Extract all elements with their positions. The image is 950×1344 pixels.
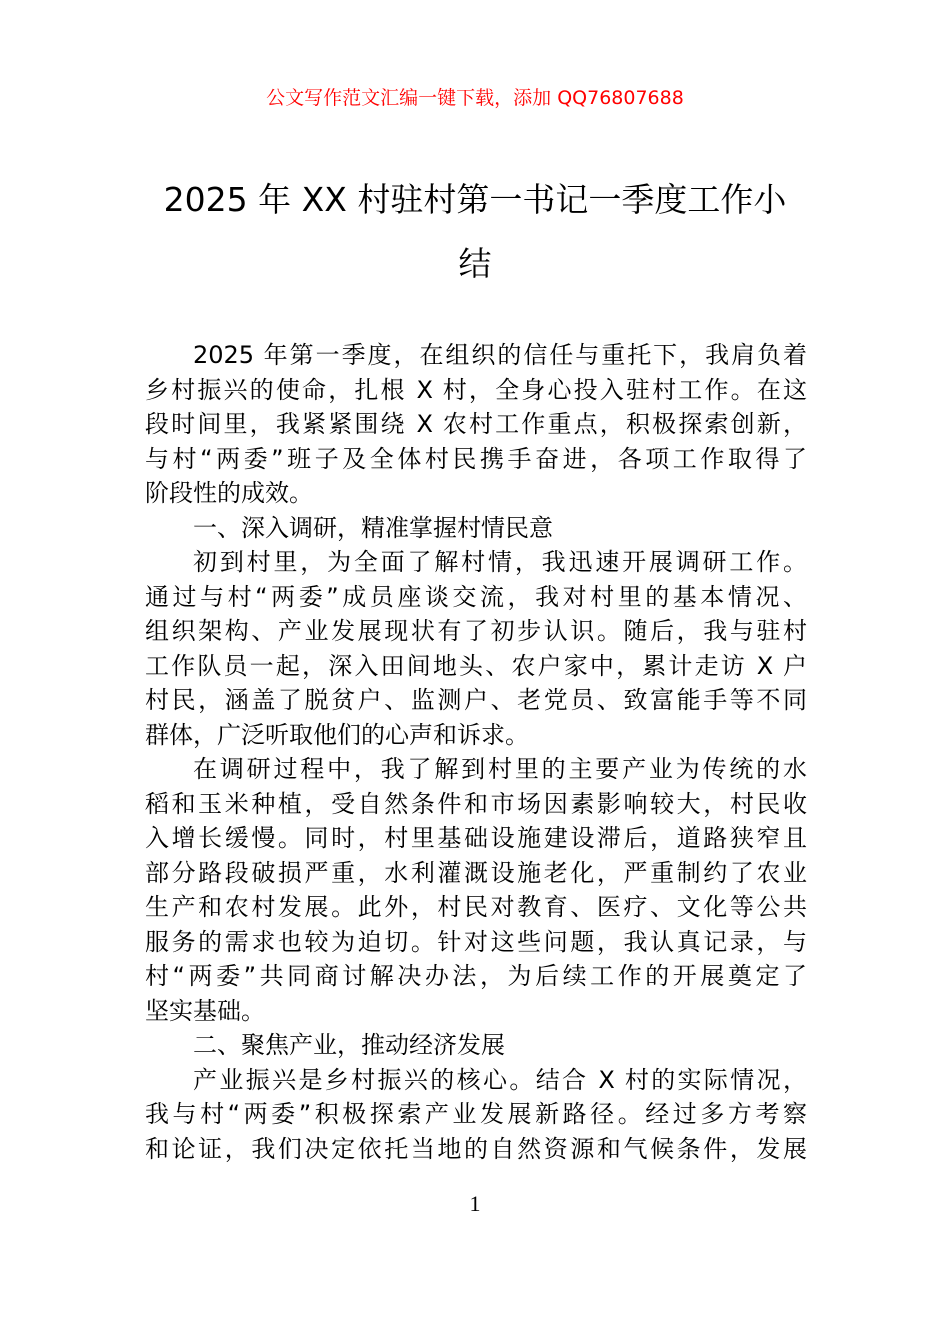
heading-text: 二、聚焦产业，推动经济发展 [193, 1031, 505, 1059]
text-line: 乡村振兴的使命，扎根 X 村，全身心投入驻村工作。在这 [145, 375, 807, 404]
download-banner: 公文写作范文汇编一键下载，添加 QQ76807688 [266, 87, 684, 109]
text-line: 村“两委”共同商讨解决办法，为后续工作的开展奠定了 [145, 962, 807, 990]
text-line: 与村“两委”班子及全体村民携手奋进，各项工作取得了 [145, 444, 807, 473]
paragraph-research [145, 545, 807, 752]
text-line: 工作队员一起，深入田间地头、农户家中，累计走访 X 户 [145, 651, 807, 680]
text-line: 群体，广泛听取他们的心声和诉求。 [145, 720, 529, 749]
text-line: 在调研过程中，我了解到村里的主要产业为传统的水 [193, 755, 807, 783]
text-line: 段时间里，我紧紧围绕 X 农村工作重点，积极探索创新， [145, 410, 807, 438]
text-line: 服务的需求也较为迫切。针对这些问题，我认真记录，与 [145, 927, 807, 956]
title-line: 2025 年 XX 村驻村第一书记一季度工作小 [163, 180, 787, 219]
document-title [140, 168, 810, 296]
text-line: 我与村“两委”积极探索产业发展新路径。经过多方考察 [145, 1100, 807, 1128]
text-line: 阶段性的成效。 [145, 479, 313, 507]
paragraph-industry [145, 1063, 807, 1167]
text-line: 和论证，我们决定依托当地的自然资源和气候条件，发展 [145, 1134, 807, 1163]
section-heading-1 [145, 511, 807, 546]
text-line: 生产和农村发展。此外，村民对教育、医疗、文化等公共 [145, 893, 807, 921]
text-line: 部分路段破损严重，水利灌溉设施老化，严重制约了农业 [145, 858, 807, 887]
text-line: 坚实基础。 [145, 996, 265, 1025]
page-number: 1 [469, 1191, 481, 1216]
document-body [145, 338, 807, 1166]
text-line: 2025 年第一季度，在组织的信任与重托下，我肩负着 [193, 341, 807, 369]
text-line: 产业振兴是乡村振兴的核心。结合 X 村的实际情况， [193, 1065, 807, 1094]
section-heading-2 [145, 1028, 807, 1063]
text-line: 初到村里，为全面了解村情，我迅速开展调研工作。 [193, 548, 807, 576]
text-line: 组织架构、产业发展现状有了初步认识。随后，我与驻村 [145, 617, 807, 645]
text-line: 稻和玉米种植，受自然条件和市场因素影响较大，村民收 [145, 789, 807, 818]
paragraph-intro [145, 338, 807, 511]
text-line: 村民，涵盖了脱贫户、监测户、老党员、致富能手等不同 [145, 686, 807, 714]
heading-text: 一、深入调研，精准掌握村情民意 [193, 513, 553, 542]
text-line: 通过与村“两委”成员座谈交流，我对村里的基本情况、 [145, 582, 807, 611]
text-line: 入增长缓慢。同时，村里基础设施建设滞后，道路狭窄且 [145, 824, 807, 852]
title-line: 结 [458, 244, 492, 283]
paragraph-findings [145, 752, 807, 1028]
